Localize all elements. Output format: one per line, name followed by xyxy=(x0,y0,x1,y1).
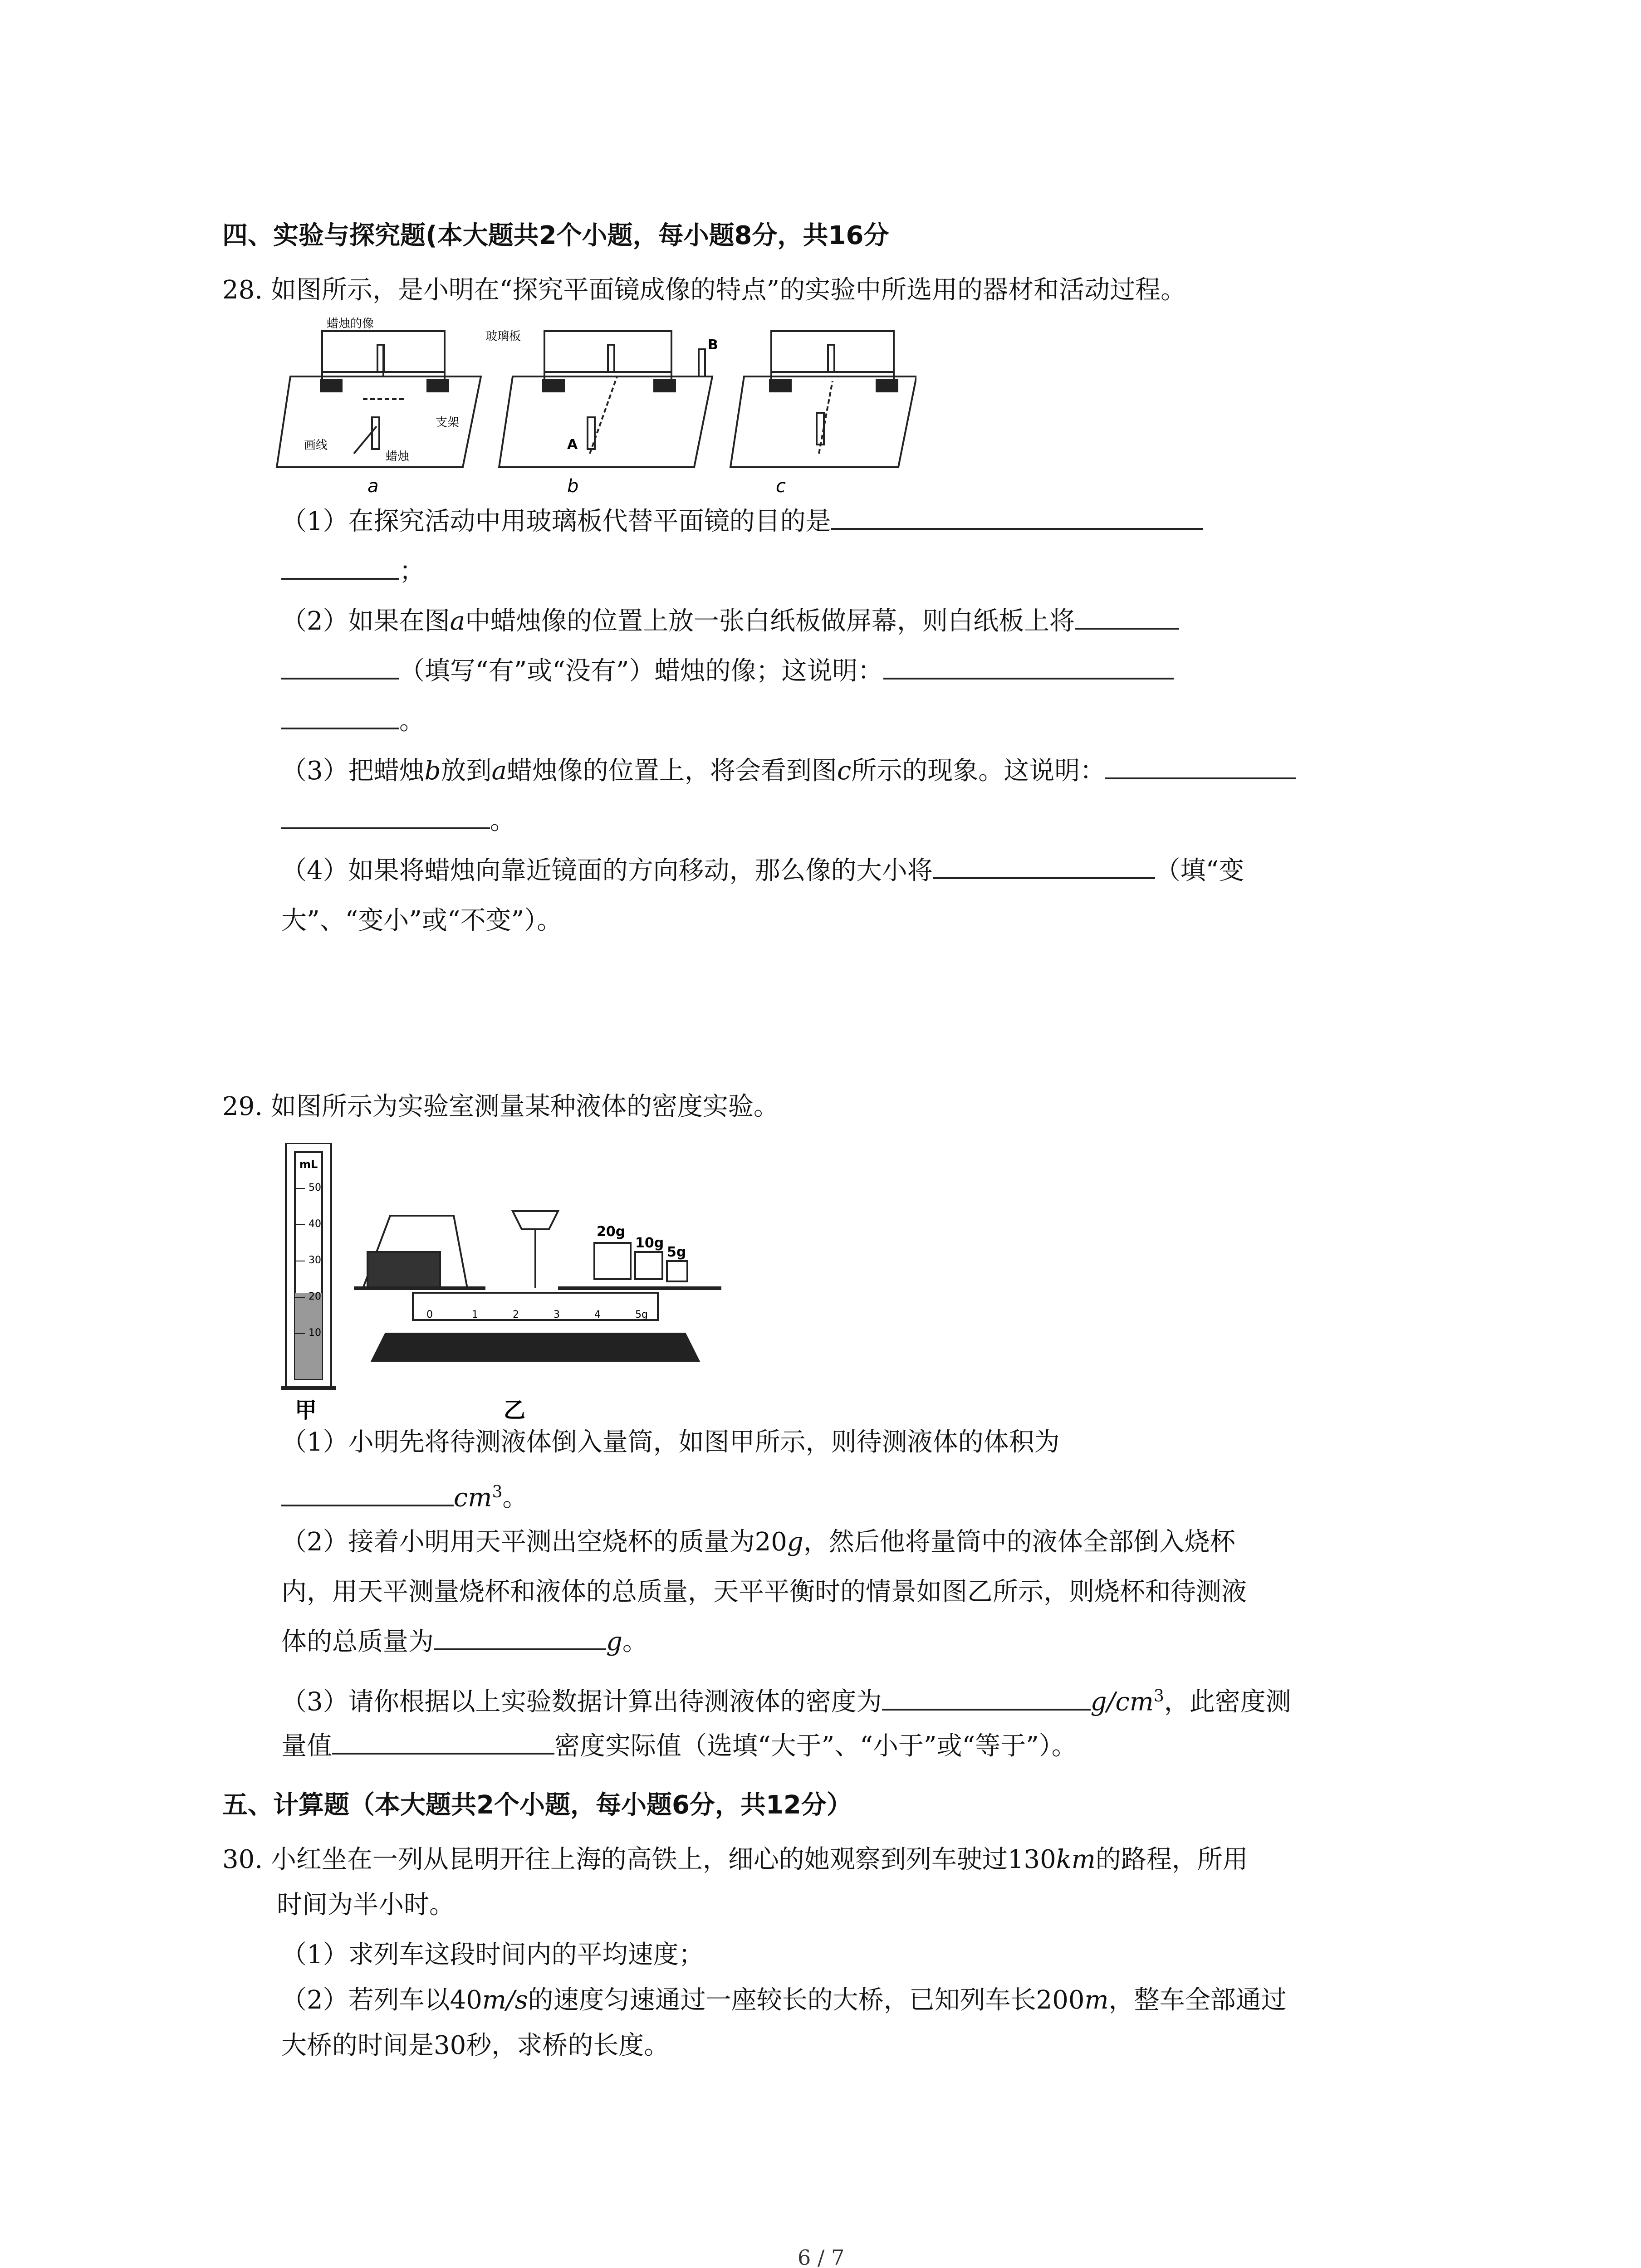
fig-label-a: a xyxy=(367,476,379,497)
scale-tick-4: 4 xyxy=(594,1309,601,1320)
q30-unit-km: km xyxy=(1056,1845,1096,1874)
q30-unit-ms: m/s xyxy=(482,1985,528,2015)
q28-part2-line2 xyxy=(281,653,1174,689)
q28-part3-cont xyxy=(281,803,515,839)
balance xyxy=(354,1211,721,1361)
q28-p3-var-c: c xyxy=(837,756,852,786)
q29-p3-blank1[interactable] xyxy=(882,1685,1091,1711)
q29-p3-exp: 3 xyxy=(1153,1687,1164,1706)
scale-tick-5g: 5g xyxy=(635,1309,648,1320)
q30-line2: 时间为半小时。 xyxy=(277,1890,455,1920)
cylinder-tick-10: 10 xyxy=(309,1327,321,1339)
q28-p3-var-b: b xyxy=(424,756,441,786)
q28-p3-blank-cont[interactable] xyxy=(281,804,490,829)
q28-p3-text-b: 放到 xyxy=(441,756,492,786)
section-5-heading: 五、计算题（本大题共2个小题，每小题6分，共12分） xyxy=(222,1790,852,1820)
q28-p2-var: a xyxy=(450,606,465,636)
fig-c-glass-frame xyxy=(771,331,894,372)
q28-p3-text-a: （3）把蜡烛 xyxy=(281,756,425,786)
q28-p4-blank[interactable] xyxy=(933,854,1155,879)
q29-part1: （1）小明先将待测液体倒入量筒，如图甲所示，则待测液体的体积为 xyxy=(281,1427,1060,1457)
q29-p1-unit: cm xyxy=(454,1483,492,1513)
q30-part2-line2: 大桥的时间是30秒，求桥的长度。 xyxy=(281,2031,670,2060)
section-4-heading: 四、实验与探究题(本大题共2个小题，每小题8分，共16分 xyxy=(222,221,889,250)
q28-p1-end: ； xyxy=(399,557,425,586)
q29-part2 xyxy=(281,1524,1235,1560)
q28-p2-text-c: （填写“有”或“没有”）蜡烛的像；这说明： xyxy=(399,656,883,686)
q29-p3-text-b: ，此密度测 xyxy=(1164,1687,1291,1717)
q29-p3-blank2[interactable] xyxy=(332,1729,554,1755)
q29-p2-text-d: 体的总质量为 xyxy=(281,1627,434,1657)
q29-p3-text-d: 密度实际值（选填“大于”、“小于”或“等于”）。 xyxy=(554,1731,1077,1761)
q29-p2-blank[interactable] xyxy=(434,1625,606,1650)
q30-line1-text-a: 30. 小红坐在一列从昆明开往上海的高铁上，细心的她观察到列车驶过130 xyxy=(222,1845,1056,1874)
q28-part2-line3 xyxy=(281,703,425,739)
fig-label-B: B xyxy=(708,337,718,353)
q29-p1-exp: 3 xyxy=(492,1483,503,1501)
q29-part3 xyxy=(281,1678,1291,1721)
q28-p1-blank[interactable] xyxy=(831,504,1203,530)
cylinder-tick-40: 40 xyxy=(309,1218,321,1230)
fig-label-candle: 蜡烛 xyxy=(386,450,410,464)
scale-tick-1: 1 xyxy=(472,1309,478,1320)
q30-unit-m: m xyxy=(1084,1985,1109,2015)
q29-density-figure xyxy=(277,1143,758,1424)
q29-p2-text-b: ，然后他将量筒中的液体全部倒入烧杯 xyxy=(803,1527,1235,1557)
q29-p3-unit: g/cm xyxy=(1090,1687,1154,1717)
q28-p3-text-d: 所示的现象。这说明： xyxy=(851,756,1106,786)
q28-stem: 28. 如图所示，是小明在“探究平面镜成像的特点”的实验中所选用的器材和活动过程。 xyxy=(222,275,1186,305)
fig-b-board xyxy=(499,376,712,467)
fig-label-b: b xyxy=(567,476,579,497)
scale-tick-0: 0 xyxy=(426,1309,433,1320)
q28-part1-cont xyxy=(281,553,425,590)
q29-p3-text-a: （3）请你根据以上实验数据计算出待测液体的密度为 xyxy=(281,1687,882,1717)
q28-p2-end: 。 xyxy=(399,706,425,736)
q28-part4-cont: 大”、“变小”或“不变”）。 xyxy=(281,906,563,935)
fig-a-candle xyxy=(372,417,379,449)
q29-part3-line2 xyxy=(281,1728,1077,1765)
q29-p2-unit-g2: g xyxy=(606,1627,622,1657)
q28-p3-blank[interactable] xyxy=(1105,754,1296,779)
q29-p2-unit-g: g xyxy=(787,1527,803,1557)
cylinder-tick-30: 30 xyxy=(309,1255,321,1266)
q28-part3 xyxy=(281,753,1296,789)
q28-p1-text: （1）在探究活动中用玻璃板代替平面镜的目的是 xyxy=(281,507,831,536)
q30-line1-text-b: 的路程，所用 xyxy=(1095,1845,1248,1874)
q29-p1-end: 。 xyxy=(502,1483,528,1513)
q28-part1 xyxy=(281,503,1203,540)
q29-stem: 29. 如图所示为实验室测量某种液体的密度实验。 xyxy=(222,1092,779,1121)
q28-p2-blank2-cont[interactable] xyxy=(281,704,399,729)
q30-line1 xyxy=(222,1842,1248,1878)
fig-label-c: c xyxy=(776,476,786,497)
q29-p2-end: 。 xyxy=(622,1627,648,1657)
cylinder-tick-20: 20 xyxy=(309,1291,321,1302)
q30-part2 xyxy=(281,1982,1287,2019)
fig-label-image-candle: 蜡烛的像 xyxy=(327,318,374,331)
q28-p1-blank-cont[interactable] xyxy=(281,554,399,580)
fig-label-A: A xyxy=(567,437,578,453)
q29-p3-text-c: 量值 xyxy=(281,1731,332,1761)
scale-tick-2: 2 xyxy=(513,1309,519,1320)
weight-20g: 20g xyxy=(597,1224,626,1240)
q29-p1-blank[interactable] xyxy=(281,1481,454,1506)
scale-tick-3: 3 xyxy=(554,1309,560,1320)
q30-p2-text-b: 的速度匀速通过一座较长的大桥，已知列车长200 xyxy=(528,1985,1085,2015)
fig-label-grid: 画线 xyxy=(304,439,328,452)
q28-part4 xyxy=(281,853,1244,889)
cylinder-unit-label: mL xyxy=(299,1158,318,1171)
label-jia: 甲 xyxy=(295,1398,317,1423)
q30-p2-text-a: （2）若列车以40 xyxy=(281,1985,482,2015)
q28-p2-blank2[interactable] xyxy=(883,654,1174,679)
scale-ticks xyxy=(426,1309,648,1320)
q28-p4-text-b: （填“变 xyxy=(1155,856,1244,885)
q28-mirror-figure xyxy=(272,318,916,499)
q28-p2-text-a: （2）如果在图 xyxy=(281,606,450,636)
q28-p3-end: 。 xyxy=(490,806,515,836)
weight-5g: 5g xyxy=(667,1244,686,1260)
page-number: 6 / 7 xyxy=(798,2245,845,2268)
fig-label-glass-plate: 玻璃板 xyxy=(485,330,521,343)
fig-label-support: 支架 xyxy=(436,416,460,430)
q29-part1-cont xyxy=(281,1474,528,1516)
cylinder-tick-50: 50 xyxy=(309,1182,321,1193)
q28-p2-blank1[interactable] xyxy=(1075,604,1179,630)
q29-part2-line3 xyxy=(281,1624,648,1660)
q28-p2-text-b: 中蜡烛像的位置上放一张白纸板做屏幕，则白纸板上将 xyxy=(465,606,1075,636)
label-yi: 乙 xyxy=(504,1398,526,1423)
q28-p2-blank1-cont[interactable] xyxy=(281,654,399,679)
q28-p3-text-c: 蜡烛像的位置上，将会看到图 xyxy=(506,756,837,786)
fig-b-candle-b xyxy=(699,349,705,376)
q28-p3-var-a: a xyxy=(491,756,507,786)
q29-p2-text-a: （2）接着小明用天平测出空烧杯的质量为20 xyxy=(281,1527,787,1557)
q30-p2-text-c: ，整车全部通过 xyxy=(1108,1985,1287,2015)
q30-part1: （1）求列车这段时间内的平均速度； xyxy=(281,1940,704,1970)
weight-10g: 10g xyxy=(635,1235,664,1251)
q29-part2-line2: 内，用天平测量烧杯和液体的总质量，天平平衡时的情景如图乙所示，则烧杯和待测液 xyxy=(281,1577,1247,1607)
q28-part2 xyxy=(281,603,1179,640)
q28-p4-text-a: （4）如果将蜡烛向靠近镜面的方向移动，那么像的大小将 xyxy=(281,856,933,885)
